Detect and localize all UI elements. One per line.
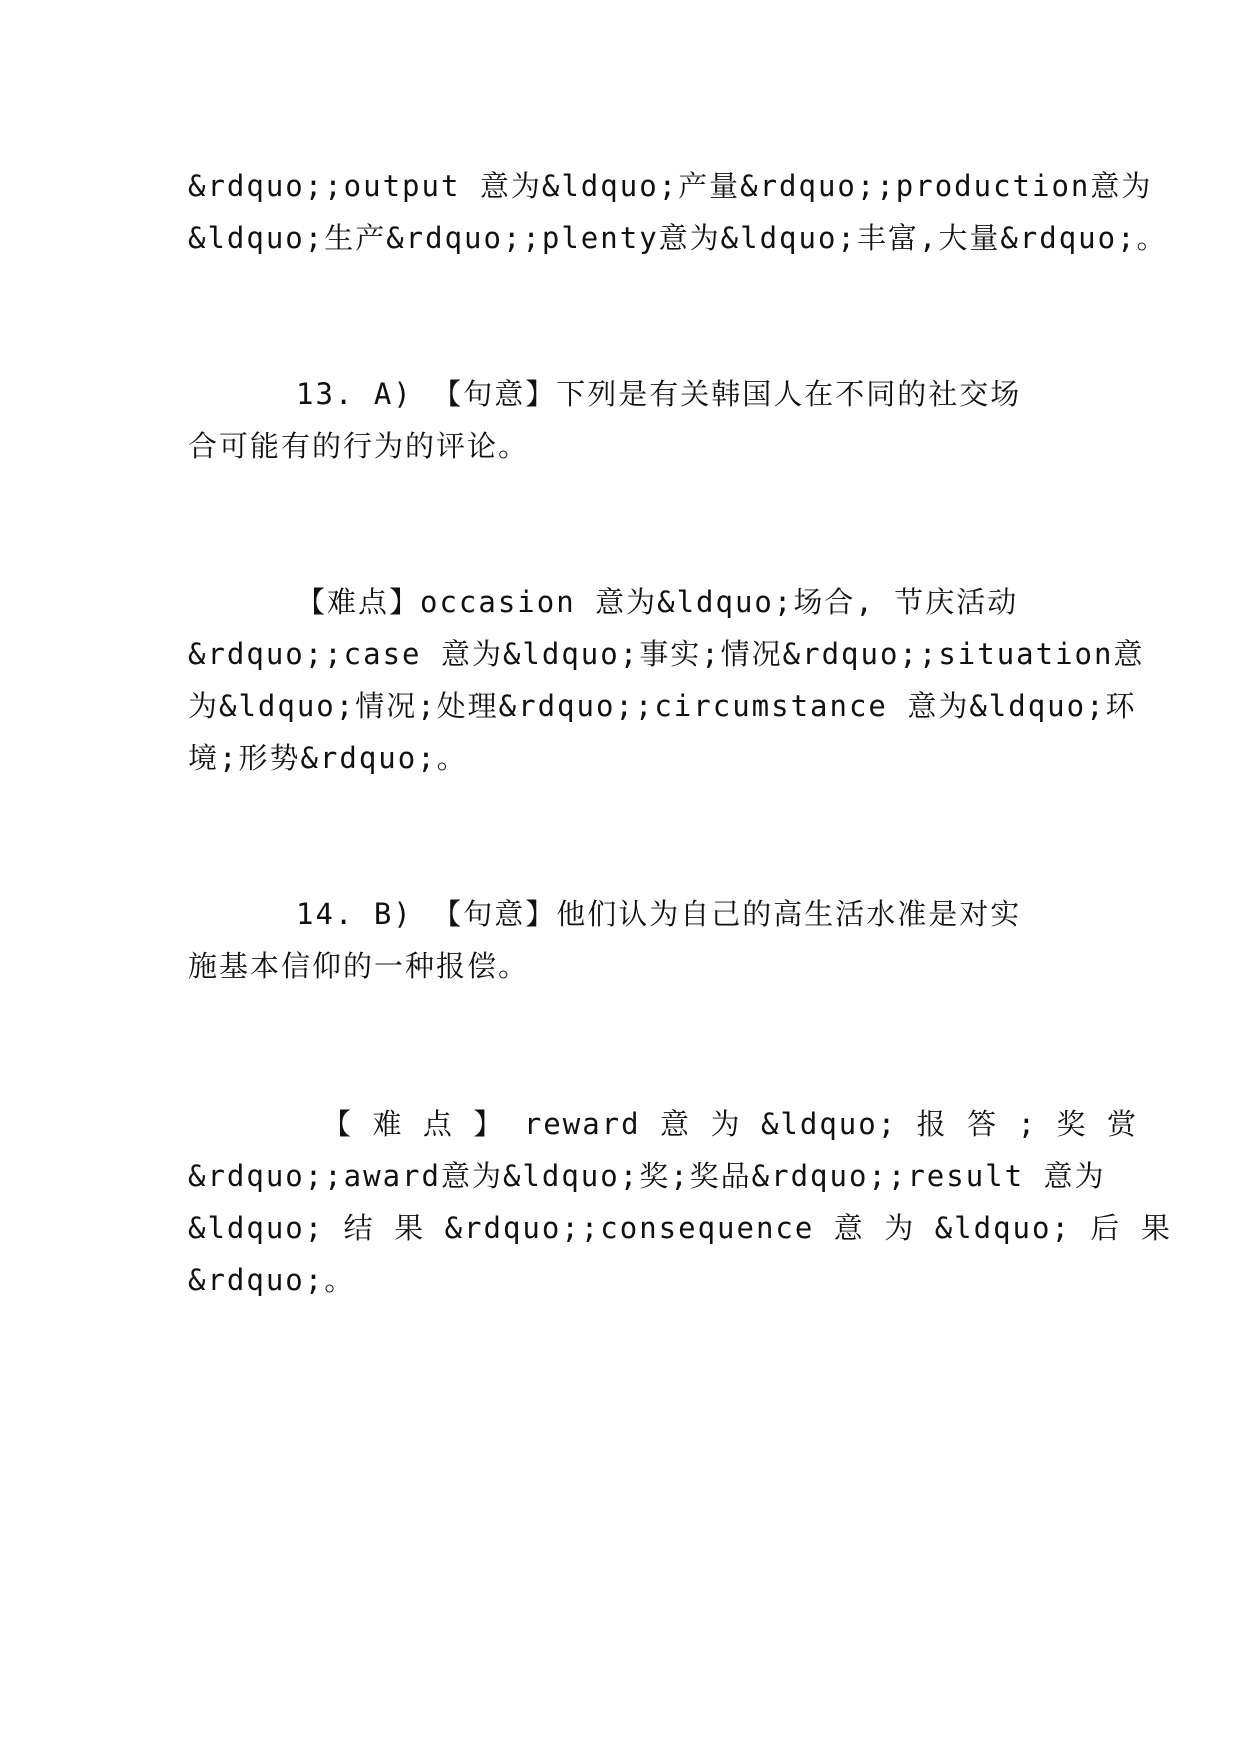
paragraph-3-line-1: 【难点】occasion 意为&ldquo;场合, 节庆活动 [296,585,1019,619]
paragraph-4-line-2: 施基本信仰的一种报偿。 [188,949,530,983]
paragraph-2-line-2: 合可能有的行为的评论。 [188,429,530,463]
paragraph-1-line-2: &ldquo;生产&rdquo;;plenty意为&ldquo;丰富,大量&rdquo;。 [188,221,1168,255]
paragraph-5-line-2: &rdquo;;award意为&ldquo;奖;奖品&rdquo;;result 意为 [188,1159,1106,1193]
paragraph-3-line-2: &rdquo;;case 意为&ldquo;事实;情况&rdquo;;situation意 [188,637,1145,671]
paragraph-5-line-4: &rdquo;。 [188,1263,356,1297]
paragraph-5-line-1: 【 难 点 】 reward 意 为 &ldquo; 报 答 ; 奖 赏 [322,1107,1138,1141]
paragraph-3-line-4: 境;形势&rdquo;。 [188,741,468,775]
paragraph-5-line-3: &ldquo; 结 果 &rdquo;;consequence 意 为 &ldquo; 后 果 [188,1211,1172,1245]
paragraph-2-line-1: 13. A) 【句意】下列是有关韩国人在不同的社交场 [296,377,1022,411]
paragraph-4-line-1: 14. B) 【句意】他们认为自己的高生活水准是对实 [296,897,1022,931]
paragraph-3-line-3: 为&ldquo;情况;处理&rdquo;;circumstance 意为&ldquo;环 [188,689,1137,723]
paragraph-1-line-1: &rdquo;;output 意为&ldquo;产量&rdquo;;production意为 [188,169,1153,203]
